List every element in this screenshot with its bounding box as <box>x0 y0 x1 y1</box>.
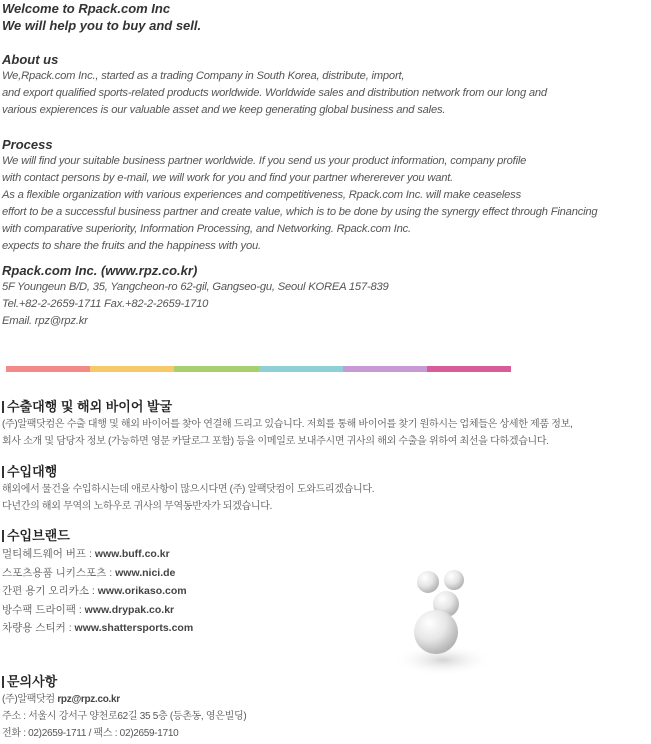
divider-segment <box>174 366 258 372</box>
about-line: We,Rpack.com Inc., started as a trading Company in South Korea, distribute, import, <box>2 70 405 82</box>
contact-phone: Tel.+82-2-2659-1711 Fax.+82-2-2659-1710 <box>2 298 209 310</box>
contact-title: Rpack.com Inc. (www.rpz.co.kr) <box>2 263 198 278</box>
contact-email: Email. rpz@rpz.kr <box>2 315 88 327</box>
export-agency-line: 회사 소개 및 담당자 정보 (가능하면 영문 카달로그 포함) 등을 이메일로 보내주시면 귀사의 해외 수출을 위하여 최선을 다하겠습니다. <box>2 436 549 447</box>
brand-label: 멀티헤드웨어 버프 : <box>2 548 95 560</box>
import-agency-title <box>2 463 647 481</box>
inquiry-address: 주소 : 서울시 강서구 양천로62길 35 5층 (등촌동, 영은빌딩) <box>2 711 247 722</box>
rainbow-divider <box>6 366 511 372</box>
divider-segment <box>259 366 343 372</box>
brand-label: 간편 용기 오리카소 : <box>2 585 98 597</box>
brand-label: 스포츠용품 니키스포츠 : <box>2 566 116 579</box>
brand-link[interactable]: www.drypak.co.kr <box>84 603 175 616</box>
inquiry-company <box>2 691 647 708</box>
sphere-small-right <box>444 570 464 590</box>
import-brands-title <box>2 527 647 545</box>
company-label: (주)알팩닷컴 <box>2 694 58 705</box>
export-agency-title-text: 수출대행 및 해외 바이어 발굴 <box>7 399 173 414</box>
brand-item <box>2 564 647 583</box>
brand-link[interactable]: www.shattersports.com <box>74 622 194 634</box>
process-line: expects to share the fruits and the happiness with you. <box>2 240 261 252</box>
title-bar-marker <box>2 401 4 413</box>
sphere-large <box>414 610 458 654</box>
english-intro-block <box>2 0 642 330</box>
brand-item <box>2 545 647 564</box>
import-agency-section <box>2 463 647 515</box>
process-line: effort to be a successful business partner and create value, which is to be done by using the synergy effect through Financing <box>2 206 598 218</box>
contact-address: 5F Youngeun B/D, 35, Yangcheon-ro 62-gil, Gangseo-gu, Seoul KOREA 157-839 <box>2 281 389 293</box>
export-agency-line: (주)알팩닷컴은 수출 대행 및 해외 바이어를 찾아 연결해 드리고 있습니다. 저희를 통해 바이어를 찾기 원하시는 업체들은 상세한 제품 정보, <box>2 419 573 430</box>
tagline-heading: We will help you to buy and sell. <box>2 18 202 33</box>
export-agency-section <box>2 398 647 450</box>
brand-link[interactable]: www.nici.de <box>115 566 176 579</box>
brand-item <box>2 601 647 620</box>
brand-link[interactable]: www.buff.co.kr <box>94 548 170 560</box>
inquiry-title <box>2 673 647 691</box>
process-line: We will find your suitable business partner worldwide. If you send us your product information, company profile <box>2 155 527 167</box>
brand-item <box>2 619 647 638</box>
process-line: with contact persons by e-mail, we will work for you and find your partner whererever you want. <box>2 172 454 184</box>
title-bar-marker <box>2 466 4 478</box>
export-agency-title <box>2 398 647 416</box>
brand-label: 차량용 스티커 : <box>2 622 75 634</box>
welcome-heading: Welcome to Rpack.com Inc <box>2 1 171 16</box>
inquiry-phone: 전화 : 02)2659-1711 / 팩스 : 02)2659-1710 <box>2 728 179 739</box>
title-bar-marker <box>2 530 4 542</box>
divider-segment <box>90 366 174 372</box>
brand-label: 방수팩 드라이팩 : <box>2 603 85 616</box>
brand-item <box>2 582 647 601</box>
import-brands-section <box>2 527 647 638</box>
about-line: various expierences is our valuable asset and we keep generating global business and sales. <box>2 104 446 116</box>
import-agency-line: 다년간의 해외 무역의 노하우로 귀사의 무역동반자가 되겠습니다. <box>2 501 273 512</box>
import-agency-title-text: 수입대행 <box>7 464 58 479</box>
title-bar-marker <box>2 676 4 688</box>
process-line: with comparative superiority, Information Processing, and Networking. Rpack.com Inc. <box>2 223 411 235</box>
brand-link[interactable]: www.orikaso.com <box>97 585 187 597</box>
divider-segment <box>343 366 427 372</box>
import-agency-line: 해외에서 물건을 수입하시는데 애로사항이 많으시다면 (주) 알팩닷컴이 도와드리겠습니다. <box>2 484 375 495</box>
sphere-small-left <box>417 571 439 593</box>
process-line: As a flexible organization with various experiences and competitiveness, Rpack.com Inc. will make ceaseless <box>2 189 521 201</box>
process-title: Process <box>2 137 53 152</box>
divider-segment <box>6 366 90 372</box>
import-brands-title-text: 수입브랜드 <box>7 528 70 543</box>
divider-segment <box>427 366 511 372</box>
inquiry-section <box>2 673 647 742</box>
decorative-spheres-image <box>388 560 498 680</box>
inquiry-title-text: 문의사항 <box>7 674 58 689</box>
about-line: and export qualified sports-related products worldwide. Worldwide sales and distribution network from our long and <box>2 87 547 99</box>
about-title: About us <box>2 52 59 67</box>
inquiry-email-link[interactable]: rpz@rpz.co.kr <box>57 694 120 705</box>
